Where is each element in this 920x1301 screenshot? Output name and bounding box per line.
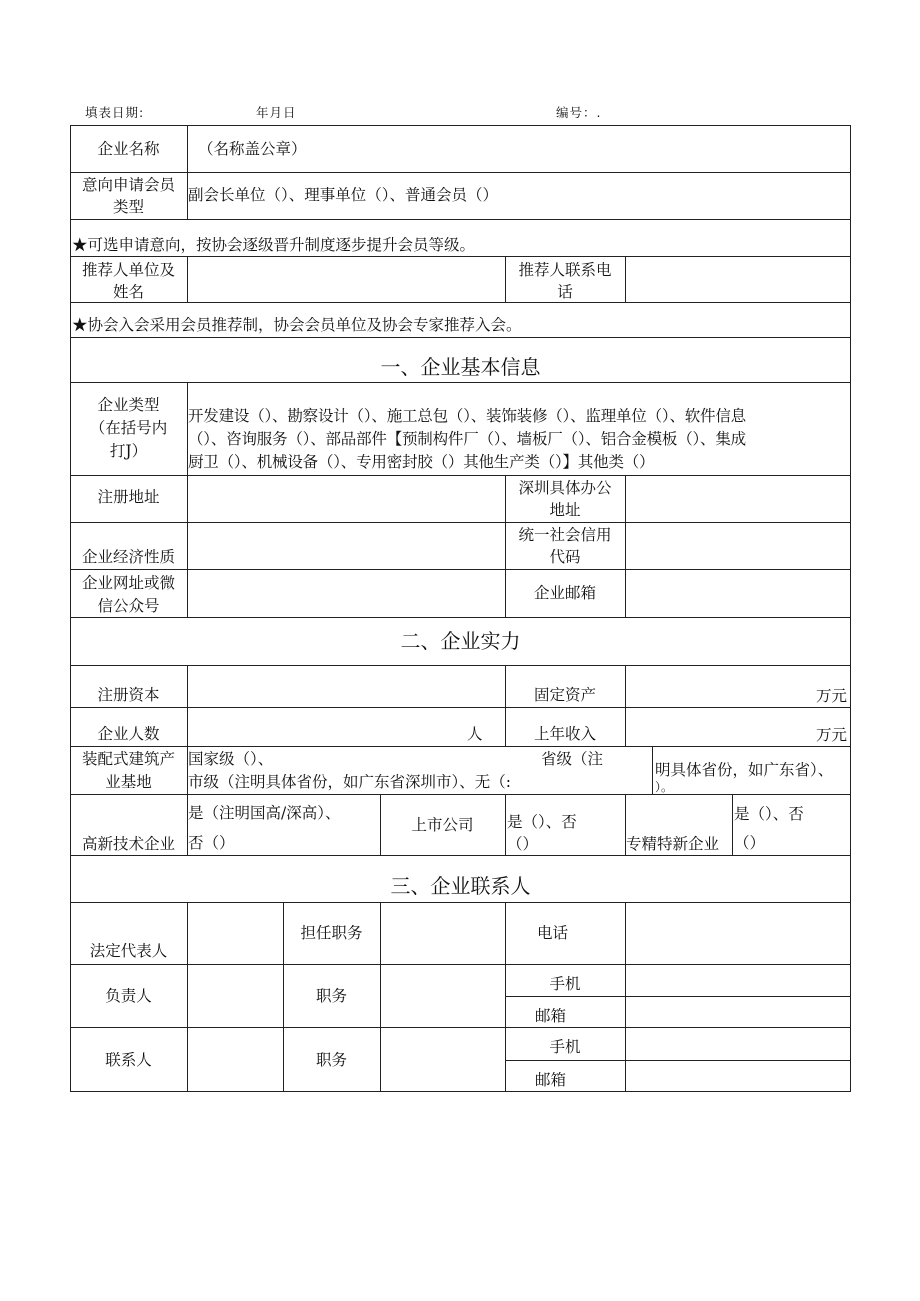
note-upgrade: ★可选申请意向，按协会逐级晋升制度逐步提升会员等级。 bbox=[72, 236, 476, 254]
member-type-label-2: 类型 bbox=[112, 198, 144, 216]
website-label-1: 企业网址或微 bbox=[81, 574, 175, 592]
company-name-label: 企业名称 bbox=[97, 140, 160, 158]
specialized-label: 专精特新企业 bbox=[626, 835, 720, 853]
referrer-phone-label-1: 推荐人联系电 bbox=[518, 261, 612, 279]
referrer-unit-label-1: 推荐人单位及 bbox=[81, 261, 175, 279]
section-basic-info-title: 一、企业基本信息 bbox=[380, 355, 541, 379]
member-type-options[interactable]: 副会长单位（）、理事单位（）、普通会员（） bbox=[188, 186, 499, 204]
base-city[interactable]: 市级（注明具体省份，如广东省深圳市）、无（: bbox=[188, 773, 511, 791]
referrer-unit-label-2: 姓名 bbox=[112, 283, 144, 301]
base-none-close: ）。 bbox=[655, 780, 674, 794]
high-tech-option-yes[interactable]: 是（注明国高/深高）、 bbox=[188, 804, 341, 822]
listed-label: 上市公司 bbox=[411, 816, 474, 834]
base-label-2: 业基地 bbox=[105, 773, 152, 791]
responsible-duty-label: 职务 bbox=[315, 987, 347, 1005]
number-label: 编号：. bbox=[556, 105, 602, 120]
fill-date-label: 填表日期: bbox=[85, 105, 145, 120]
headcount-label: 企业人数 bbox=[97, 725, 160, 743]
last-year-income-label: 上年收入 bbox=[533, 725, 596, 743]
section-contacts-title: 三、企业联系人 bbox=[390, 874, 531, 898]
contact-mobile-label: 手机 bbox=[549, 1038, 581, 1056]
credit-code-label-1: 统一社会信用 bbox=[518, 526, 612, 544]
responsible-label: 负责人 bbox=[105, 987, 152, 1005]
company-type-label-1: 企业类型 bbox=[97, 396, 160, 414]
legal-rep-label: 法定代表人 bbox=[89, 942, 168, 960]
position-label: 担任职务 bbox=[300, 924, 363, 942]
reg-capital-label: 注册资本 bbox=[97, 686, 160, 704]
member-type-label-1: 意向申请会员 bbox=[81, 176, 175, 194]
responsible-mobile-label: 手机 bbox=[549, 975, 581, 993]
referrer-phone-label-2: 话 bbox=[557, 283, 573, 301]
responsible-email-label: 邮箱 bbox=[535, 1007, 567, 1025]
sz-office-label-2: 地址 bbox=[549, 501, 581, 519]
company-type-options-1[interactable]: 开发建设（）、勘察设计（）、施工总包（）、装饰装修（）、监理单位（）、软件信息 bbox=[188, 407, 746, 425]
sz-office-label-1: 深圳具体办公 bbox=[518, 479, 612, 497]
contact-label: 联系人 bbox=[105, 1051, 152, 1069]
reg-address-label: 注册地址 bbox=[97, 488, 160, 506]
base-provincial-note: 明具体省份，如广东省）、 bbox=[655, 761, 834, 779]
base-provincial[interactable]: 省级（注 bbox=[541, 750, 604, 768]
base-label-1: 装配式建筑产 bbox=[81, 750, 175, 768]
company-type-label-3: 打J） bbox=[109, 442, 148, 460]
fixed-assets-label: 固定资产 bbox=[533, 686, 596, 704]
fixed-assets-unit: 万元 bbox=[816, 687, 848, 705]
company-type-options-2[interactable]: （）、咨询服务（）、部品部件【预制构件厂（）、墙板厂（）、铝合金模板（）、集成 bbox=[188, 430, 746, 448]
specialized-option-1[interactable]: 是（）、否 bbox=[734, 805, 804, 823]
date-units: 年月日 bbox=[256, 105, 297, 120]
company-type-options-3[interactable]: 厨卫（）、机械设备（）、专用密封胶（）其他生产类（）】其他类（） bbox=[188, 453, 655, 471]
listed-option-2[interactable]: （） bbox=[507, 835, 539, 853]
section-strength-title: 二、企业实力 bbox=[400, 629, 521, 653]
note-referral: ★协会入会采用会员推荐制，协会会员单位及协会专家推荐入会。 bbox=[72, 316, 522, 334]
contact-email-label: 邮箱 bbox=[535, 1071, 567, 1089]
specialized-option-2[interactable]: （） bbox=[734, 834, 766, 852]
income-unit: 万元 bbox=[816, 726, 848, 744]
company-email-label: 企业邮箱 bbox=[533, 584, 596, 602]
credit-code-label-2: 代码 bbox=[549, 548, 581, 566]
phone-label: 电话 bbox=[536, 924, 568, 942]
company-name-field[interactable]: （名称盖公章） bbox=[198, 140, 307, 158]
company-type-label-2: （在括号内 bbox=[89, 419, 168, 437]
high-tech-option-no[interactable]: 否（） bbox=[188, 834, 235, 852]
base-national[interactable]: 国家级（）、 bbox=[188, 750, 274, 768]
economic-nature-label: 企业经济性质 bbox=[81, 548, 175, 566]
person-unit: 人 bbox=[467, 725, 483, 743]
contact-duty-label: 职务 bbox=[315, 1051, 347, 1069]
listed-option-1[interactable]: 是（）、否 bbox=[507, 813, 577, 831]
high-tech-label: 高新技术企业 bbox=[81, 835, 175, 853]
website-label-2: 信公众号 bbox=[97, 597, 160, 615]
